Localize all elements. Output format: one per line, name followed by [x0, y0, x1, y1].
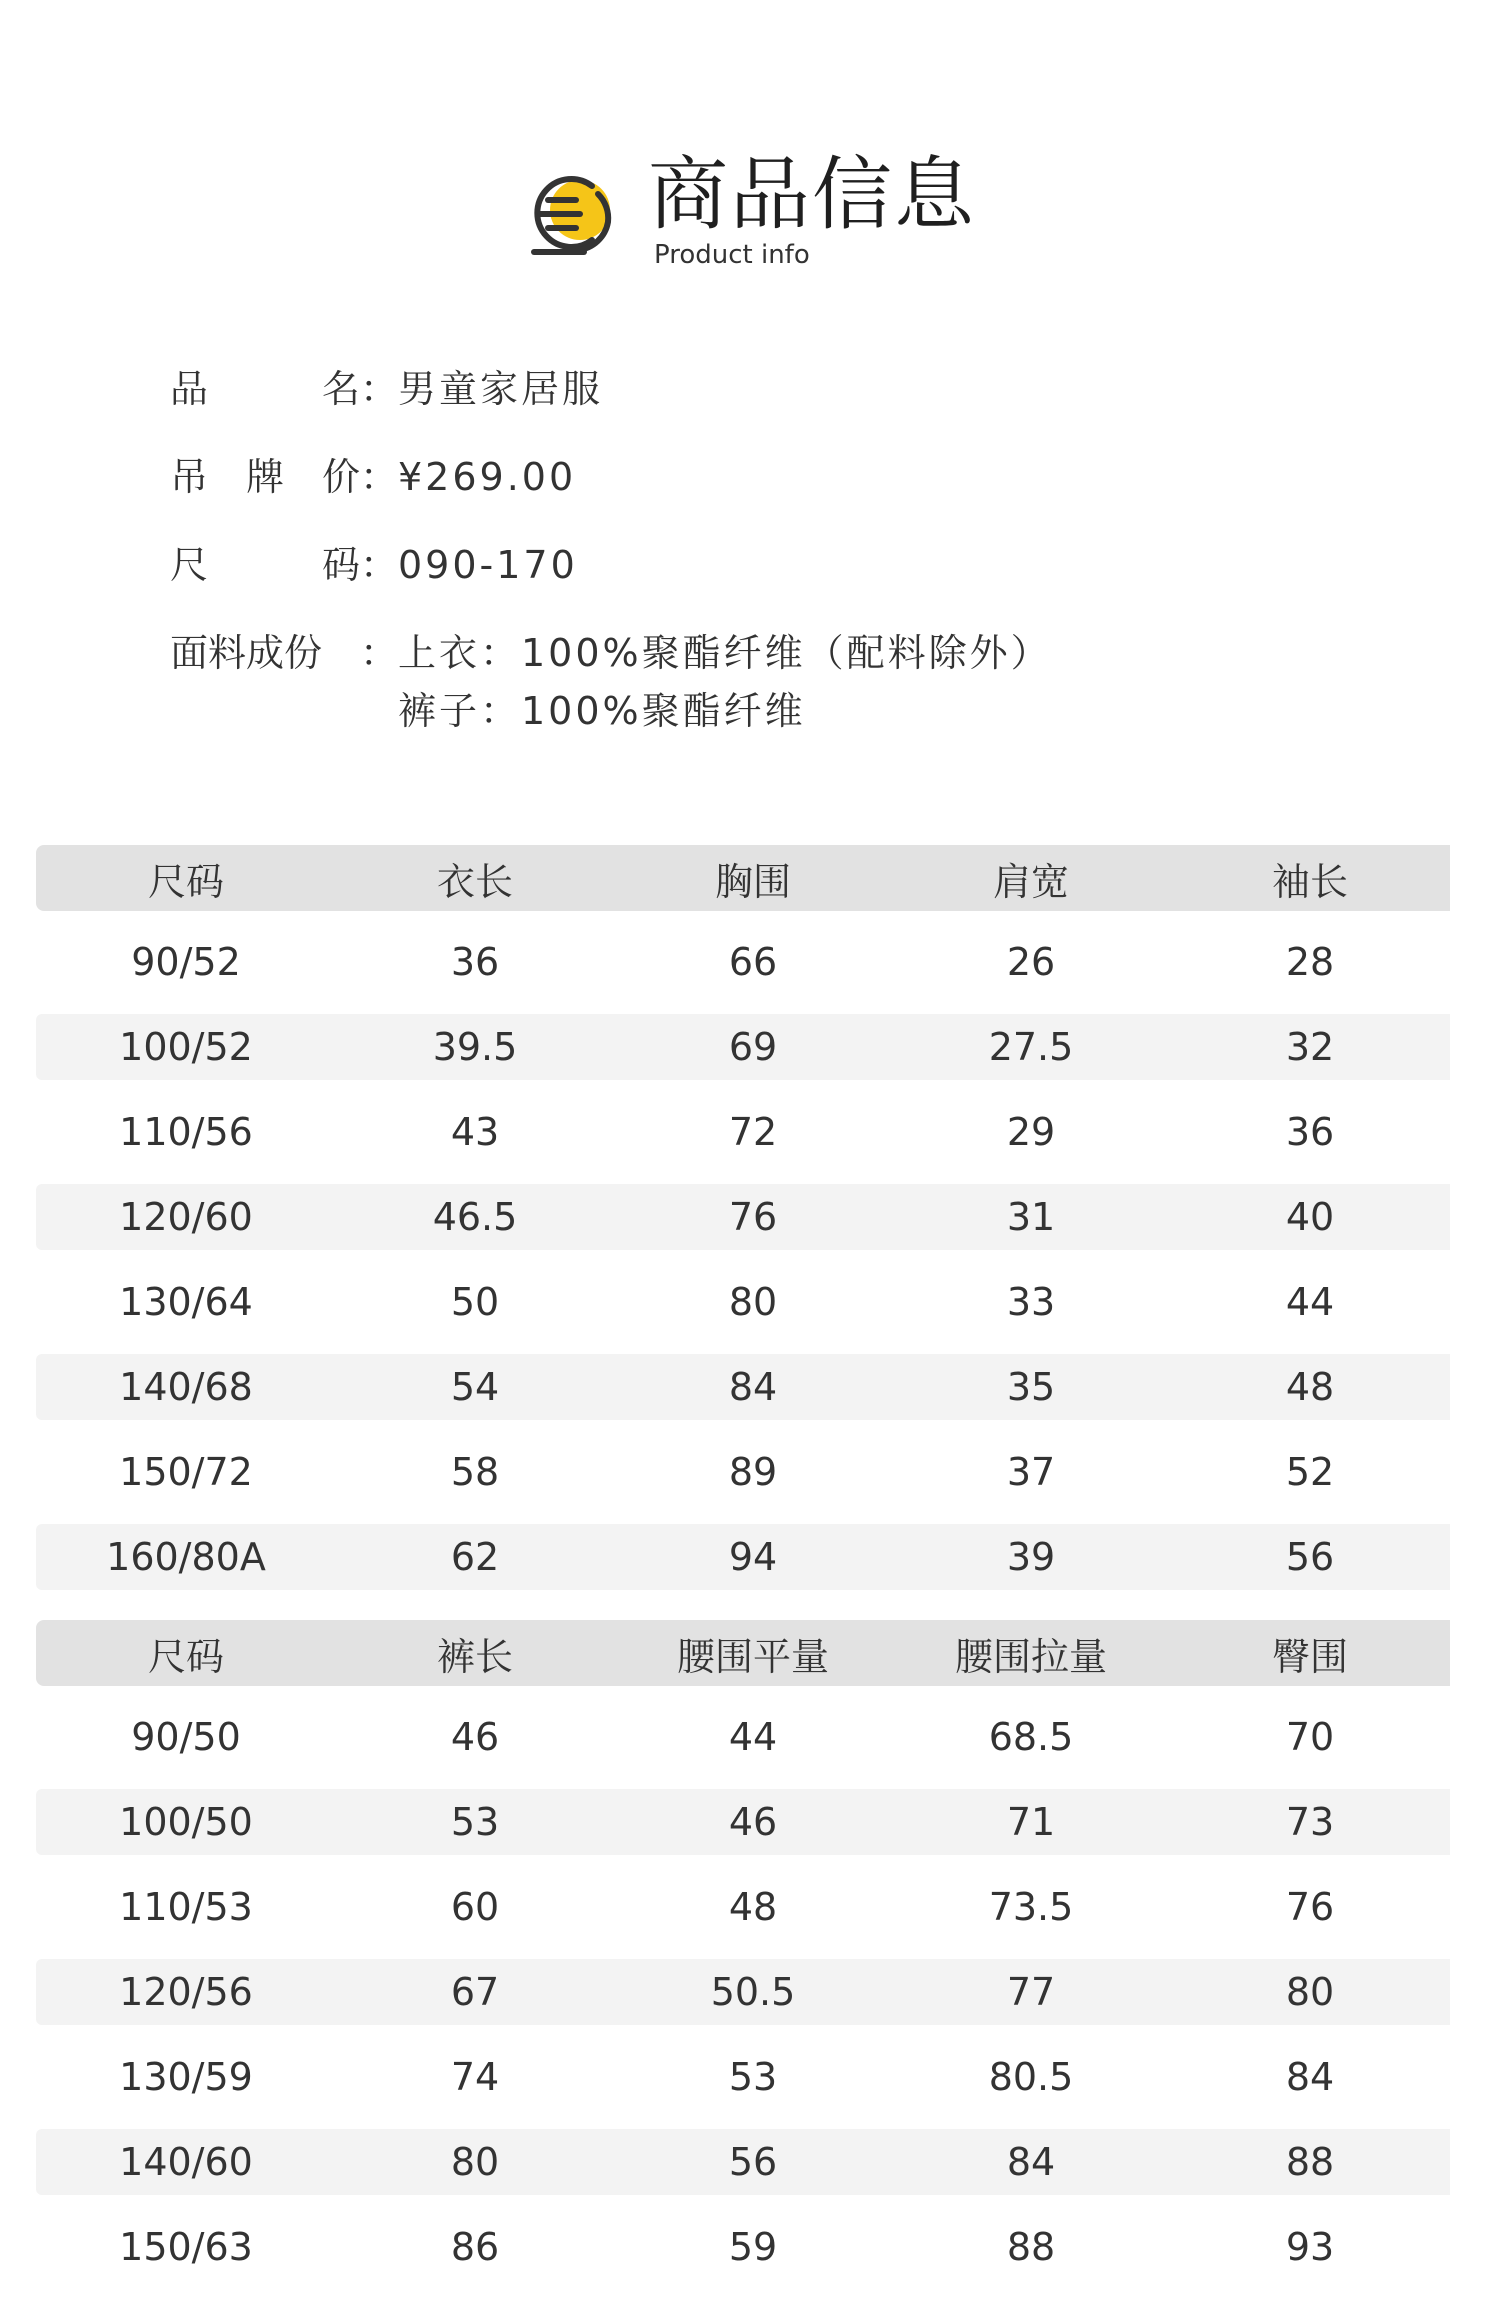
table-cell: 48 [728, 1885, 778, 1929]
info-label-char: 价 [321, 455, 360, 499]
table-cell: 80 [728, 1280, 778, 1324]
table-cell: 53 [728, 2055, 778, 2099]
table-row [36, 1184, 1450, 1250]
table-cell: 140/68 [119, 1365, 253, 1409]
table-cell: 40 [1285, 1195, 1335, 1239]
table-cell: 43 [450, 1110, 500, 1154]
table-row [36, 1099, 1450, 1165]
table-cell: 26 [1006, 940, 1056, 984]
info-label-text: 面料成份 [170, 631, 323, 675]
info-row [170, 536, 1370, 594]
table-cell: 160/80A [106, 1535, 266, 1579]
table-cell: 150/63 [119, 2225, 253, 2269]
table-row [36, 1874, 1450, 1940]
info-label-char: 名 [321, 367, 360, 411]
table-cell: 62 [450, 1535, 500, 1579]
spacer [36, 1686, 1450, 1704]
info-row [170, 624, 1370, 740]
spacer [36, 1165, 1450, 1184]
table-row [36, 2129, 1450, 2195]
table-cell: 37 [1006, 1450, 1056, 1494]
section-title: 商品信息 [648, 148, 976, 241]
table-cell: 36 [1285, 1110, 1335, 1154]
table-cell: 100/50 [119, 1800, 253, 1844]
table-header-row [36, 845, 1450, 911]
table-cell: 74 [450, 2055, 500, 2099]
table-cell: 59 [728, 2225, 778, 2269]
spacer [36, 1505, 1450, 1524]
section-header [0, 0, 1500, 300]
info-label-colon: ： [359, 455, 398, 499]
table-cell: 69 [728, 1025, 778, 1069]
table-cell: 67 [450, 1970, 500, 2014]
table-cell: 50 [450, 1280, 500, 1324]
table-cell: 90/52 [131, 940, 241, 984]
table-cell: 88 [1285, 2140, 1335, 2184]
section-subtitle: Product info [654, 240, 810, 270]
info-value [398, 536, 1370, 594]
table-cell: 56 [728, 2140, 778, 2184]
table-row [36, 1354, 1450, 1420]
table-row [36, 1704, 1450, 1770]
info-label-char: 品 [170, 367, 209, 411]
spacer [36, 1250, 1450, 1269]
table-cell: 46 [728, 1800, 778, 1844]
info-label-colon: ： [359, 367, 398, 411]
table-cell: 36 [450, 940, 500, 984]
table-row [36, 1269, 1450, 1335]
menu-bubble-icon [522, 170, 618, 262]
spacer [36, 2195, 1450, 2214]
column-header: 尺码 [147, 859, 224, 904]
column-header: 衣长 [436, 859, 513, 904]
info-label-char: 尺 [170, 543, 209, 587]
table-cell: 80 [450, 2140, 500, 2184]
table-cell: 84 [1285, 2055, 1335, 2099]
info-value-line: 090-170 [398, 543, 578, 587]
table-cell: 77 [1006, 1970, 1056, 2014]
table-cell: 35 [1006, 1365, 1056, 1409]
product-info-list [170, 360, 1370, 770]
table-cell: 54 [450, 1365, 500, 1409]
table-cell: 46 [450, 1715, 500, 1759]
spacer [36, 1770, 1450, 1789]
table-cell: 53 [450, 1800, 500, 1844]
table-cell: 44 [1285, 1280, 1335, 1324]
info-row [170, 448, 1370, 506]
table-cell: 28 [1285, 940, 1335, 984]
spacer [36, 911, 1450, 929]
info-value [398, 624, 1370, 740]
table-cell: 94 [728, 1535, 778, 1579]
info-label-colon: ： [359, 543, 398, 587]
table-cell: 84 [728, 1365, 778, 1409]
spacer [36, 1420, 1450, 1439]
table-cell: 60 [450, 1885, 500, 1929]
info-label [170, 536, 398, 594]
table-cell: 90/50 [131, 1715, 241, 1759]
info-value-line: ¥269.00 [398, 455, 577, 499]
table-cell: 110/53 [119, 1885, 253, 1929]
table-cell: 93 [1285, 2225, 1335, 2269]
spacer [36, 2025, 1450, 2044]
spacer [36, 1335, 1450, 1354]
table-cell: 29 [1006, 1110, 1056, 1154]
table-row [36, 1959, 1450, 2025]
info-label [170, 624, 398, 682]
table-cell: 56 [1285, 1535, 1335, 1579]
spacer [36, 995, 1450, 1014]
table-cell: 72 [728, 1110, 778, 1154]
table-cell: 130/59 [119, 2055, 253, 2099]
table-header-row [36, 1620, 1450, 1686]
info-value [398, 448, 1370, 506]
table-cell: 89 [728, 1450, 778, 1494]
info-label-char: 吊 [170, 455, 209, 499]
table-cell: 150/72 [119, 1450, 253, 1494]
column-header: 袖长 [1271, 859, 1348, 904]
table-cell: 73.5 [988, 1885, 1074, 1929]
column-header: 腰围平量 [676, 1634, 829, 1679]
table-cell: 84 [1006, 2140, 1056, 2184]
table-row [36, 1439, 1450, 1505]
table-cell: 100/52 [119, 1025, 253, 1069]
table-cell: 27.5 [988, 1025, 1074, 1069]
table-cell: 39.5 [432, 1025, 518, 1069]
column-header: 臀围 [1271, 1634, 1348, 1679]
table-cell: 68.5 [988, 1715, 1074, 1759]
table-cell: 31 [1006, 1195, 1056, 1239]
table-cell: 71 [1006, 1800, 1056, 1844]
table-cell: 66 [728, 940, 778, 984]
table-cell: 80.5 [988, 2055, 1074, 2099]
size-table-top [36, 845, 1450, 1590]
spacer [36, 1855, 1450, 1874]
info-value-line: 男童家居服 [398, 367, 604, 411]
table-cell: 80 [1285, 1970, 1335, 2014]
column-header: 胸围 [714, 859, 791, 904]
table-cell: 88 [1006, 2225, 1056, 2269]
column-header: 肩宽 [992, 859, 1069, 904]
table-cell: 140/60 [119, 2140, 253, 2184]
table-cell: 58 [450, 1450, 500, 1494]
table-cell: 39 [1006, 1535, 1056, 1579]
table-row [36, 2044, 1450, 2110]
info-label [170, 360, 398, 418]
info-row [170, 360, 1370, 418]
spacer [36, 1080, 1450, 1099]
info-label-char: 牌 [245, 455, 284, 499]
table-row [36, 2214, 1450, 2280]
table-cell: 120/56 [119, 1970, 253, 2014]
table-cell: 44 [728, 1715, 778, 1759]
info-label-text [170, 360, 360, 418]
table-cell: 73 [1285, 1800, 1335, 1844]
table-row [36, 1524, 1450, 1590]
table-cell: 33 [1006, 1280, 1056, 1324]
info-value [398, 360, 1370, 418]
table-cell: 130/64 [119, 1280, 253, 1324]
column-header: 裤长 [436, 1634, 513, 1679]
table-cell: 70 [1285, 1715, 1335, 1759]
table-cell: 120/60 [119, 1195, 253, 1239]
info-label-text [170, 448, 360, 506]
spacer [36, 2110, 1450, 2129]
table-cell: 48 [1285, 1365, 1335, 1409]
info-value-line: 上衣：100%聚酯纤维（配料除外） [398, 631, 1052, 675]
table-cell: 46.5 [432, 1195, 518, 1239]
table-cell: 52 [1285, 1450, 1335, 1494]
table-cell: 32 [1285, 1025, 1335, 1069]
table-row [36, 929, 1450, 995]
table-cell: 110/56 [119, 1110, 253, 1154]
info-label [170, 448, 398, 506]
column-header: 腰围拉量 [954, 1634, 1107, 1679]
table-row [36, 1014, 1450, 1080]
size-table-bottom [36, 1620, 1450, 2280]
column-header: 尺码 [147, 1634, 224, 1679]
table-cell: 76 [728, 1195, 778, 1239]
spacer [36, 1940, 1450, 1959]
table-cell: 86 [450, 2225, 500, 2269]
info-label-char: 码 [321, 543, 360, 587]
info-value-line: 裤子：100%聚酯纤维 [398, 689, 806, 733]
table-cell: 50.5 [710, 1970, 796, 2014]
table-cell: 76 [1285, 1885, 1335, 1929]
info-label-colon: ： [359, 631, 398, 675]
table-row [36, 1789, 1450, 1855]
info-label-text [170, 536, 360, 594]
